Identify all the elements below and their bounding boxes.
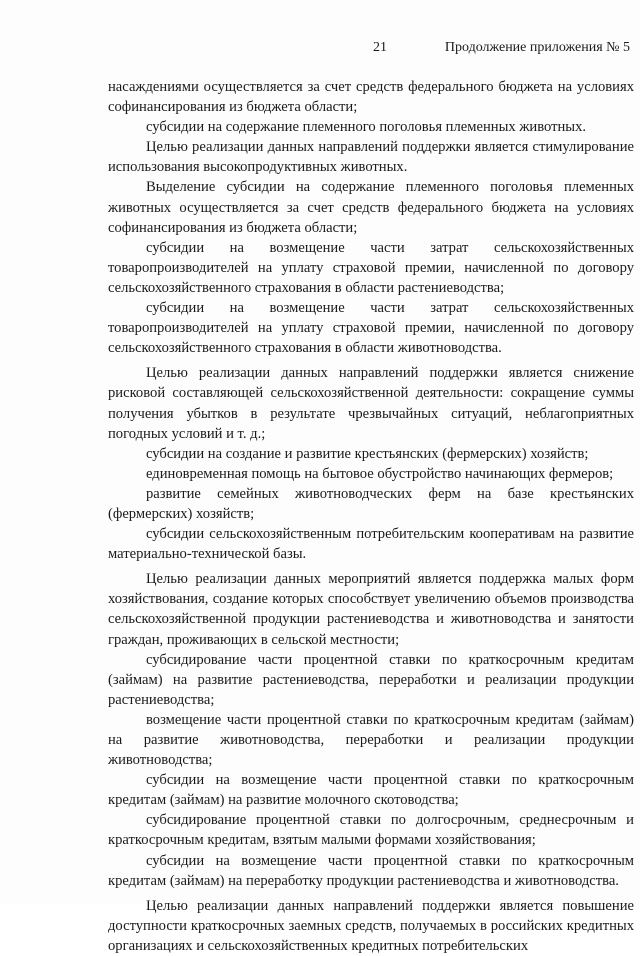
paragraph: Выделение субсидии на содержание племенного поголовья племенных животных осуществляется за счет средств федерального бюджета на условиях софинансирования из бюджета области; [108, 179, 634, 236]
paragraph: возмещение части процентной ставки по краткосрочным кредитам (займам) на развитие животноводства, переработки и реализации продукции животноводства; [108, 711, 634, 769]
document-body [108, 77, 634, 956]
paragraph: Целью реализации данных направлений поддержки является снижение рисковой составляющей сельскохозяйственной деятельности: сокращение суммы получения убытков в результате чрезвычайных ситуаций, неблагоприятных погодных условий и т. д.; [108, 365, 634, 442]
page-number: 21 [373, 40, 387, 55]
paragraph: Целью реализации данных мероприятий является поддержка малых форм хозяйствования, создание которых способствует увеличению объемов производства сельскохозяйственной продукции растениеводства и животноводства и занятости граждан, проживающих в сельской местности; [108, 571, 634, 648]
paragraph: субсидии на возмещение части затрат сельскохозяйственных товаропроизводителей на уплату страховой премии, начисленной по договору сельскохозяйственного страхования в области растениеводства; [108, 239, 634, 296]
paragraph: субсидирование процентной ставки по долгосрочным, среднесрочным и краткосрочным кредитам, взятым малыми формами хозяйствования; [108, 812, 634, 849]
paragraph: субсидии на содержание племенного поголовья племенных животных. [146, 119, 587, 136]
paragraph: субсидии на возмещение части процентной ставки по краткосрочным кредитам (займам) на развитие молочного скотоводства; [108, 772, 634, 809]
paragraph: субсидии на возмещение части затрат сельскохозяйственных товаропроизводителей на уплату страховой премии, начисленной по договору сельскохозяйственного страхования в области животноводства. [108, 300, 634, 357]
paragraph: развитие семейных животноводческих ферм на базе крестьянских (фермерских) хозяйств; [108, 485, 634, 522]
paragraph: субсидии на возмещение части процентной ставки по краткосрочным кредитам (займам) на переработку продукции растениеводства и животноводства. [108, 852, 634, 889]
appendix-continuation-note: Продолжение приложения № 5 [444, 40, 630, 55]
paragraph: Целью реализации данных направлений поддержки является стимулирование использования высокопродуктивных животных. [108, 139, 634, 176]
paragraph: Целью реализации данных направлений поддержки является повышение доступности краткосрочных заемных средств, получаемых в российских кредитных организациях и сельскохозяйственных кредитных потребительских [108, 897, 634, 954]
paragraph: насаждениями осуществляется за счет средств федерального бюджета на условиях софинансирования из бюджета области; [108, 79, 634, 116]
page-header [0, 40, 640, 60]
paragraph: субсидии сельскохозяйственным потребительским кооперативам на развитие материально-технической базы. [108, 526, 634, 563]
paragraph: единовременная помощь на бытовое обустройство начинающих фермеров; [146, 465, 614, 482]
paragraph: субсидирование части процентной ставки по краткосрочным кредитам (займам) на развитие растениеводства, переработки и реализации продукции растениеводства; [108, 651, 634, 708]
paragraph: субсидии на создание и развитие крестьянских (фермерских) хозяйств; [146, 445, 589, 462]
